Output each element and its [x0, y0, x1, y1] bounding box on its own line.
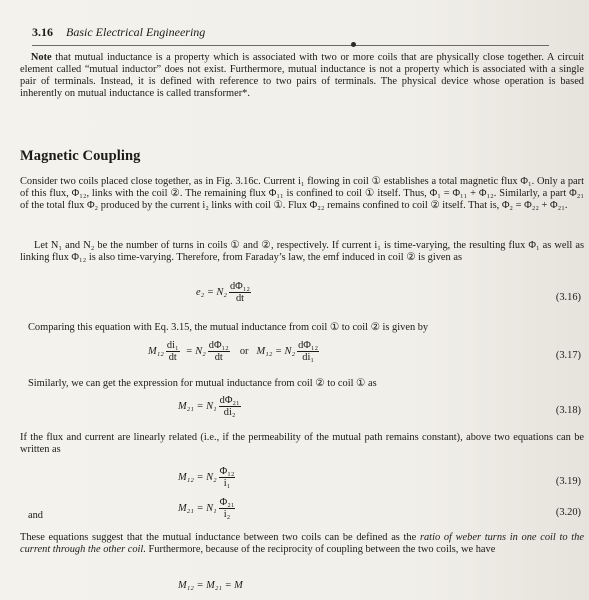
note-lead: Note: [30, 52, 52, 63]
eq-3-20-num: Φ₂₁: [219, 497, 235, 508]
section-heading: Magnetic Coupling: [20, 148, 141, 164]
paragraph-4: Similarly, we can get the expression for mutual inductance from coil ② to coil ① as: [28, 378, 377, 389]
eq-3-20-lhs: M₂₁ = N₁: [178, 502, 217, 514]
eq-number-3-17: (3.17): [555, 350, 581, 361]
eq-3-17-n1: di₁: [166, 340, 179, 351]
paragraph-1: Consider two coils placed close together, as in Fig. 3.16c. Current i₁ flowing in coil ① establishes a total magnetic flux Φ₁. Only a part of this flux, Φ₁₂, links with the coil ②. The remaining flux Φ₁₁ is confined to coil ① itself. Thus, Φ₁ = Φ₁₁ + Φ₁₂. Similarly, a part Φ₂₁ of the total flux Φ₂ produced by the current i₂ links with coil ①. Flux Φ₂₂ remains confined to coil ② itself. That is, Φ₂ = Φ₂₂ + Φ₂₁.: [20, 176, 584, 211]
eq-3-17-d2: dt: [214, 352, 223, 363]
note-paragraph: [20, 52, 584, 100]
equation-3-16: [196, 281, 253, 304]
paragraph-2: Let N₁ and N₂ be the number of turns in coils ① and ②, respectively. If current i₁ is time-varying, the resulting flux Φ₁ as well as linking flux Φ₁₂ is also time-varying. Therefore, from Faraday’s law, the emf induced in coil ② is given as: [20, 240, 584, 263]
eq-3-18-num: dΦ₂₁: [219, 395, 240, 406]
eq-3-17-lhs: M₁₂: [148, 345, 164, 357]
equation-3-17: [148, 340, 321, 363]
header-dot: [351, 42, 356, 47]
equation-3-18: [178, 395, 243, 418]
page-header: [32, 25, 549, 46]
paragraph-6-a: These equations suggest that the mutual inductance between two coils can be defined as the: [20, 532, 420, 543]
eq-3-19-num: Φ₁₂: [219, 466, 235, 477]
eq-3-17-mid: = N₂: [185, 345, 206, 357]
eq-3-17-or: or: [239, 345, 249, 357]
eq-3-17-d1: dt: [168, 352, 177, 363]
eq-3-16-lhs: e₂ = N₂: [196, 286, 227, 298]
note-text: that mutual inductance is a property which is associated with two or more coils that are physically close together. A circuit element called “mutual inductor” does not exist. Furthermore, mutual inductance is not a property which is associated with a single pair of terminals. Instead, it is defined with reference to two pairs of terminals. The physical device whose operation is based inherently on mutual inductance is called transformer*.: [20, 52, 585, 99]
eq-number-3-20: (3.20): [555, 507, 581, 518]
eq-3-16-num: dΦ₁₂: [229, 281, 251, 292]
paragraph-6-b: Furthermore, because of the reciprocity of coupling between the two coils, we have: [145, 544, 496, 555]
eq-final-text: M₁₂ = M₂₁ = M: [178, 580, 243, 591]
equation-3-19: [178, 466, 237, 489]
eq-3-19-den: i₁: [223, 478, 231, 489]
equation-3-20: [178, 497, 237, 520]
paragraph-6-italic: ratio of weber turns in one coil to the current through the other coil.: [20, 532, 584, 555]
equation-final: [178, 580, 243, 592]
eq-3-18-den: di₂: [223, 407, 236, 418]
and-word: and: [28, 510, 44, 521]
eq-3-17-n2: dΦ₁₂: [208, 340, 229, 351]
eq-number-3-16: (3.16): [555, 292, 581, 303]
book-title: Basic Electrical Engineering: [66, 25, 206, 39]
eq-3-17-d3: di₁: [302, 352, 314, 363]
paragraph-6: [20, 532, 584, 556]
eq-3-16-den: dt: [235, 293, 245, 304]
paragraph-3: Comparing this equation with Eq. 3.15, the mutual inductance from coil ① to coil ② is given by: [28, 322, 429, 333]
eq-3-17-rhs: M₁₂ = N₂: [256, 345, 296, 357]
eq-number-3-18: (3.18): [555, 405, 581, 416]
page-number: 3.16: [32, 25, 53, 39]
eq-number-3-19: (3.19): [555, 476, 581, 487]
eq-3-18-lhs: M₂₁ = N₁: [178, 400, 217, 412]
paragraph-5: If the flux and current are linearly related (i.e., if the permeability of the mutual path remains constant), above two equations can be written as: [20, 432, 584, 455]
eq-3-17-n3: dΦ₁₂: [298, 340, 319, 351]
eq-3-20-den: i₂: [223, 509, 231, 520]
eq-3-19-lhs: M₁₂ = N₂: [178, 471, 217, 483]
